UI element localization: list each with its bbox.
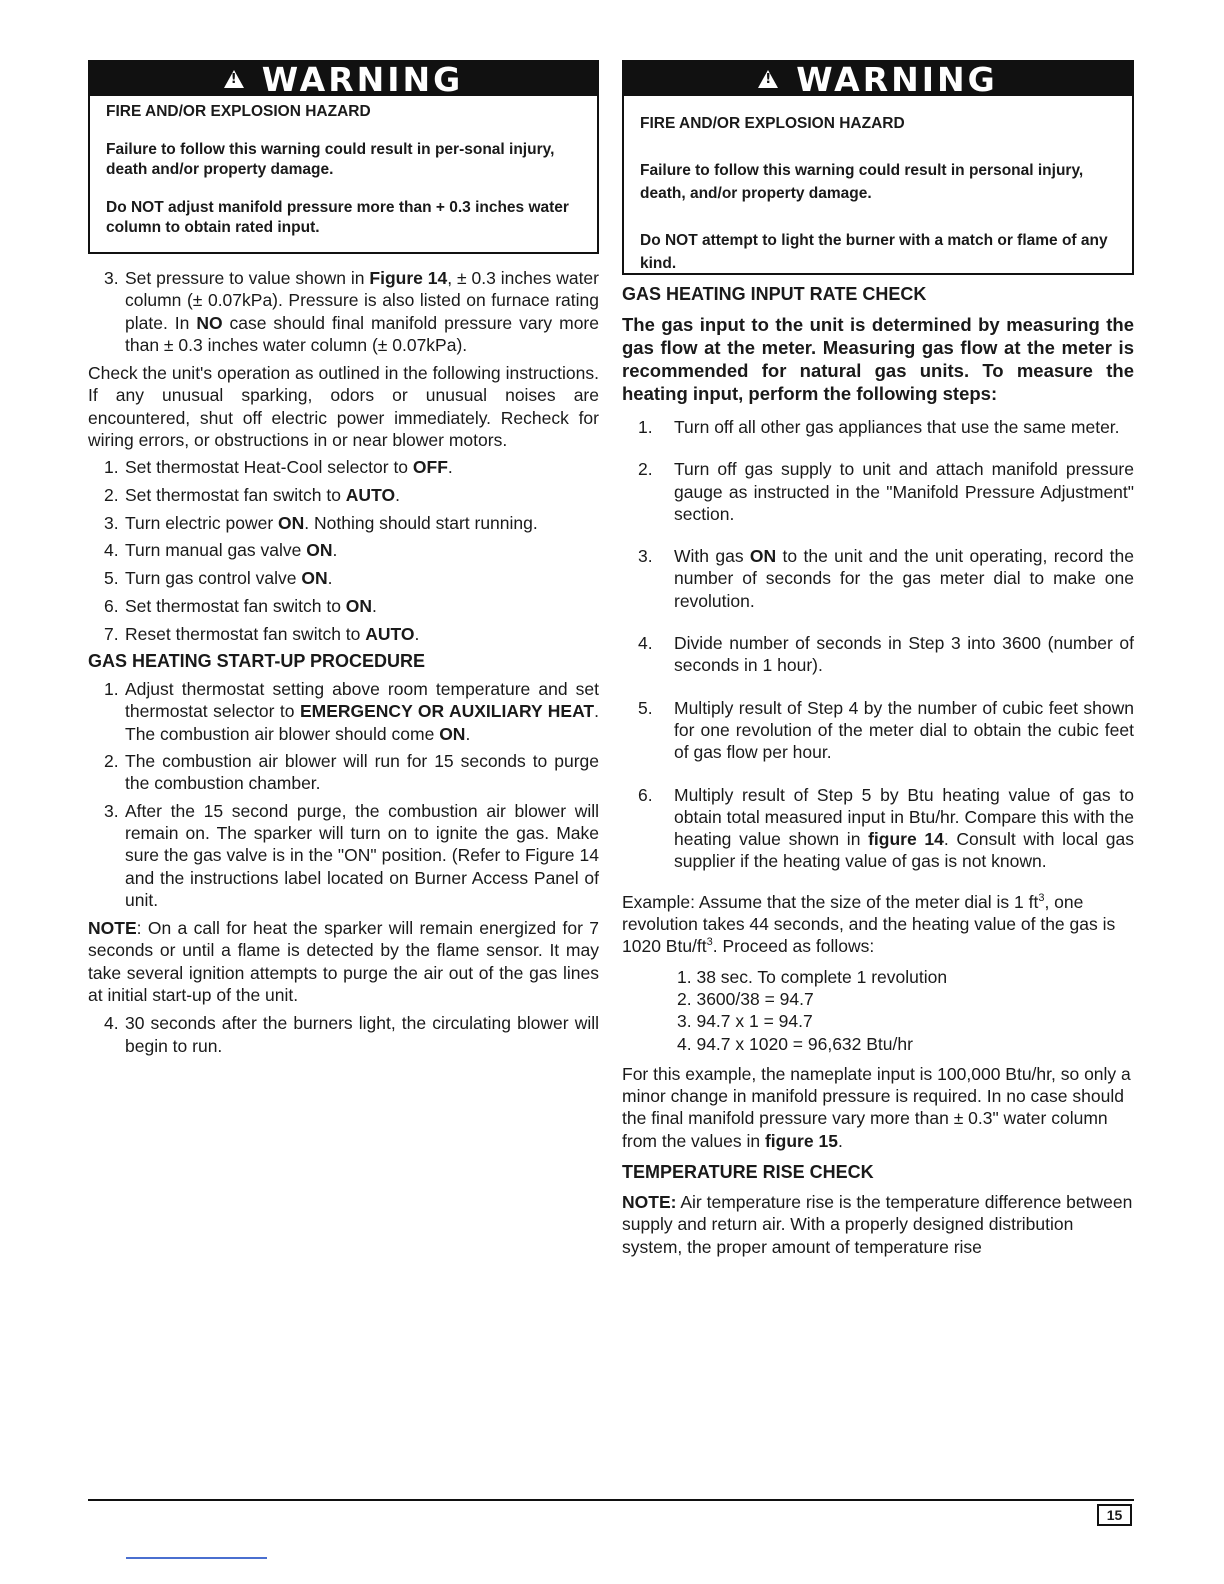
warning-title: WARNING — [261, 59, 464, 99]
warning-box-right — [622, 60, 1134, 275]
input-rate-heading: GAS HEATING INPUT RATE CHECK — [622, 284, 927, 304]
warning-banner — [624, 59, 1132, 99]
calculation-line: 1. 38 sec. To complete 1 revolution — [677, 966, 948, 987]
input-rate-intro: The gas input to the unit is determined by measuring the gas flow at the meter. Measuring gas flow at the meter is recommended for natural gas units. To measure the heating input, perform the following steps: — [622, 314, 1134, 404]
warning-body — [90, 96, 597, 246]
warning-title: WARNING — [796, 59, 998, 99]
right-column — [622, 60, 1134, 1258]
step-number: 3. — [104, 268, 119, 288]
left-column — [88, 60, 599, 1057]
input-step-5: 5. Multiply result of Step 4 by the number of cubic feet shown for one revolution of the meter dial to obtain the cubic feet of gas flow per hour. — [638, 697, 1134, 763]
warning-instruction: Do NOT attempt to light the burner with a match or flame of any kind. — [640, 232, 1108, 272]
example-paragraph: Example: Assume that the size of the meter dial is 1 $ft^3$, one revolution takes 44 seconds, and the heating value of the gas is 1020 Btu/$ft^3$. Proceed as follows: — [622, 891, 1116, 957]
calculation-line: 2. 3600/38 = 94.7 — [677, 988, 814, 1009]
footer-rule — [88, 1499, 1134, 1501]
checklist-item: 2. Set thermostat fan switch to AUTO. — [104, 485, 400, 506]
right-text — [622, 283, 1134, 1258]
startup-step-1: 1. Adjust thermostat setting above room temperature and set thermostat selector to EMERGENCY OR AUXILIARY HEAT. The combustion air blower should come ON. — [104, 679, 599, 744]
input-step-3: 3. With gas ON to the unit and the unit operating, record the number of seconds for the gas meter dial to make one revolution. — [638, 546, 1134, 611]
warning-banner — [90, 59, 597, 99]
warning-hazard: FIRE AND/OR EXPLOSION HAZARD — [640, 115, 905, 132]
calculation-line: 3. 94.7 x 1 = 94.7 — [677, 1011, 813, 1032]
checklist-item: 5. Turn gas control valve ON. — [104, 568, 333, 589]
warning-body — [624, 96, 1132, 283]
startup-step-2: 2. The combustion air blower will run for 15 seconds to purge the combustion chamber. — [104, 751, 599, 794]
calculation-list — [622, 966, 1134, 1055]
warning-consequence: Failure to follow this warning could result in personal injury, death, and/or property damage. — [640, 162, 1084, 202]
checklist-item: 6. Set thermostat fan switch to ON. — [104, 595, 377, 616]
page-number: 15 — [1097, 1504, 1132, 1526]
checklist-item: 1. Set thermostat Heat-Cool selector to OFF. — [104, 457, 453, 478]
input-step-4: 4. Divide number of seconds in Step 3 into 3600 (number of seconds in 1 hour). — [638, 633, 1134, 676]
note-paragraph: NOTE: On a call for heat the sparker will remain energized for 7 seconds or until a flame is detected by the flame sensor. It may take several ignition attempts to purge the air out of the gas lines at initial start-up of the unit. — [88, 918, 599, 1006]
input-step-2: 2. Turn off gas supply to unit and attach manifold pressure gauge as instructed in the "Manifold Pressure Adjustment" section. — [638, 459, 1134, 524]
startup-step-4: 4. 30 seconds after the burners light, the circulating blower will begin to run. — [104, 1013, 599, 1056]
checklist — [88, 456, 599, 644]
scan-artifact-line — [126, 1557, 267, 1559]
checklist-item: 4. Turn manual gas valve ON. — [104, 540, 338, 561]
warning-triangle-icon: ! — [224, 70, 244, 88]
input-step-1: 1. Turn off all other gas appliances that use the same meter. — [638, 417, 1120, 437]
warning-instruction: Do NOT adjust manifold pressure more than + 0.3 inches water column to obtain rated input. — [106, 199, 569, 236]
input-step-6: 6. Multiply result of Step 5 by Btu heating value of gas to obtain total measured input in Btu/hr. Compare this with the heating value shown in figure 14. Consult with local gas supplier if the heating value of gas is not known. — [638, 784, 1134, 872]
conclusion-paragraph: For this example, the nameplate input is 100,000 Btu/hr, so only a minor change in manifold pressure is required. In no case should the final manifold pressure vary more than ± 0.3" water column from the values in figure 15. — [622, 1063, 1131, 1151]
left-text — [88, 267, 599, 1057]
startup-heading: GAS HEATING START-UP PROCEDURE — [88, 651, 426, 672]
temperature-note: NOTE: Air temperature rise is the temperature difference between supply and return air. With a properly designed distribution system, the proper amount of temperature rise — [622, 1192, 1133, 1257]
pressure-step — [88, 267, 599, 356]
checklist-item: 3. Turn electric power ON. Nothing should start running. — [104, 512, 538, 533]
startup-step-3: 3. After the 15 second purge, the combustion air blower will remain on. The sparker will turn on to ignite the gas. Make sure the gas valve is in the "ON" position. (Refer to Figure 14 and the instructions label located on Burner Access Panel of unit. — [104, 800, 599, 910]
step-text: Set pressure to value shown in Figure 14, ± 0.3 inches water column (± 0.07kPa). Pressure is also listed on furnace rating plate. In NO case should final manifold pressure vary more than ± 0.3 inches water column (± 0.07kPa). — [125, 268, 599, 355]
warning-consequence: Failure to follow this warning could result in per-sonal injury, death and/or property damage. — [106, 141, 555, 178]
temperature-rise-heading: TEMPERATURE RISE CHECK — [622, 1162, 874, 1183]
warning-hazard: FIRE AND/OR EXPLOSION HAZARD — [106, 103, 371, 120]
warning-box-left — [88, 60, 599, 254]
warning-triangle-icon: ! — [758, 70, 778, 88]
checklist-item: 7. Reset thermostat fan switch to AUTO. — [104, 623, 420, 644]
check-paragraph: Check the unit's operation as outlined in the following instructions. If any unusual sparking, odors or unusual noises are encountered, shut off electric power immediately. Recheck for wiring errors, or obstructions in or near blower motors. — [88, 363, 599, 451]
calculation-line: 4. 94.7 x 1020 = 96,632 Btu/hr — [677, 1033, 913, 1054]
